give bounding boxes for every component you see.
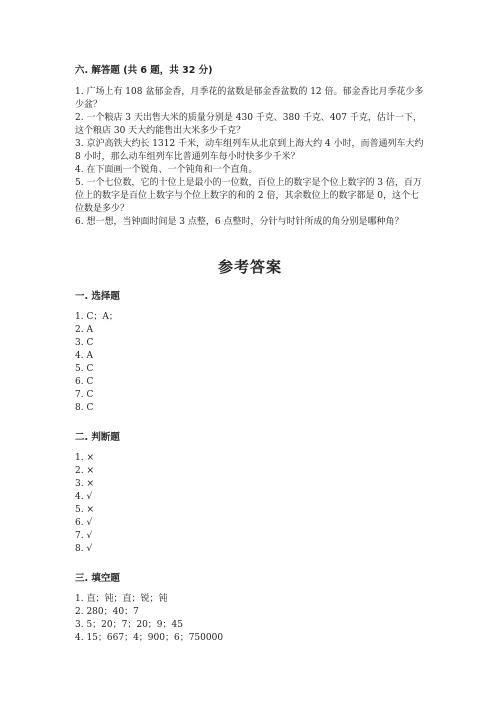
question-1: 1. 广场上有 108 盆郁金香，月季花的盆数是郁金香盆数的 12 倍。郁金香比月季花少多少盆？ (75, 87, 424, 110)
judge-answer-8: 8. √ (75, 544, 93, 554)
judge-answer-5: 5. × (75, 505, 94, 515)
answers-title: 参考答案 (217, 258, 282, 276)
question-2: 2. 一个粮店 3 天出售大米的质量分别是 430 千克、380 千克、407 千克，估计一下，这个粮店 30 天大约能售出大米多少千克？ (75, 113, 422, 136)
section-6-title: 六. 解答题 (共 6 题，共 32 分) (75, 65, 213, 76)
fill-section-title: 三. 填空题 (75, 573, 120, 584)
fill-answer-2: 2. 280；40；7 (75, 607, 139, 617)
judge-answer-7: 7. √ (75, 531, 93, 541)
choice-answer-4: 4. A (75, 351, 93, 361)
question-4: 4. 在下面画一个锐角、一个钝角和一个直角。 (75, 165, 258, 175)
fill-answer-4: 4. 15；667；4；900；6；750000 (75, 633, 224, 643)
judge-section-title: 二. 判断题 (75, 432, 120, 443)
choice-answer-7: 7. C (75, 390, 94, 400)
question-5: 5. 一个七位数，它的十位上是最小的一位数，百位上的数字是个位上数字的 3 倍，百万位上的数字是百位上数字与个位上数字的和的 2 倍，其余数位上的数字都是 0，这个七位数是多少？ (75, 178, 422, 214)
fill-answer-3: 3. 5；20；7；20；9；45 (75, 620, 183, 630)
question-6: 6. 想一想，当钟面时间是 3 点整，6 点整时，分针与时针所成的角分别是哪种角？ (75, 217, 404, 227)
judge-answer-2: 2. × (75, 466, 94, 476)
choice-answer-5: 5. C (75, 364, 94, 374)
choice-answer-3: 3. C (75, 338, 94, 348)
question-3: 3. 京沪高铁大约长 1312 千米，动车组列车从北京到上海大约 4 小时，而普通列车大约 8 小时，那么动车组列车比普通列车每小时快多少千米？ (75, 139, 424, 162)
judge-answer-3: 3. × (75, 479, 94, 489)
choice-section-title: 一. 选择题 (75, 291, 120, 302)
choice-answer-1: 1. C；A； (75, 312, 118, 322)
fill-answer-1: 1. 直；钝；直；锐；钝 (75, 594, 168, 604)
judge-answer-1: 1. × (75, 453, 94, 463)
choice-answer-8: 8. C (75, 403, 94, 413)
choice-answer-6: 6. C (75, 377, 94, 387)
judge-answer-4: 4. √ (75, 492, 93, 502)
judge-answer-6: 6. √ (75, 518, 93, 528)
choice-answer-2: 2. A (75, 325, 93, 335)
